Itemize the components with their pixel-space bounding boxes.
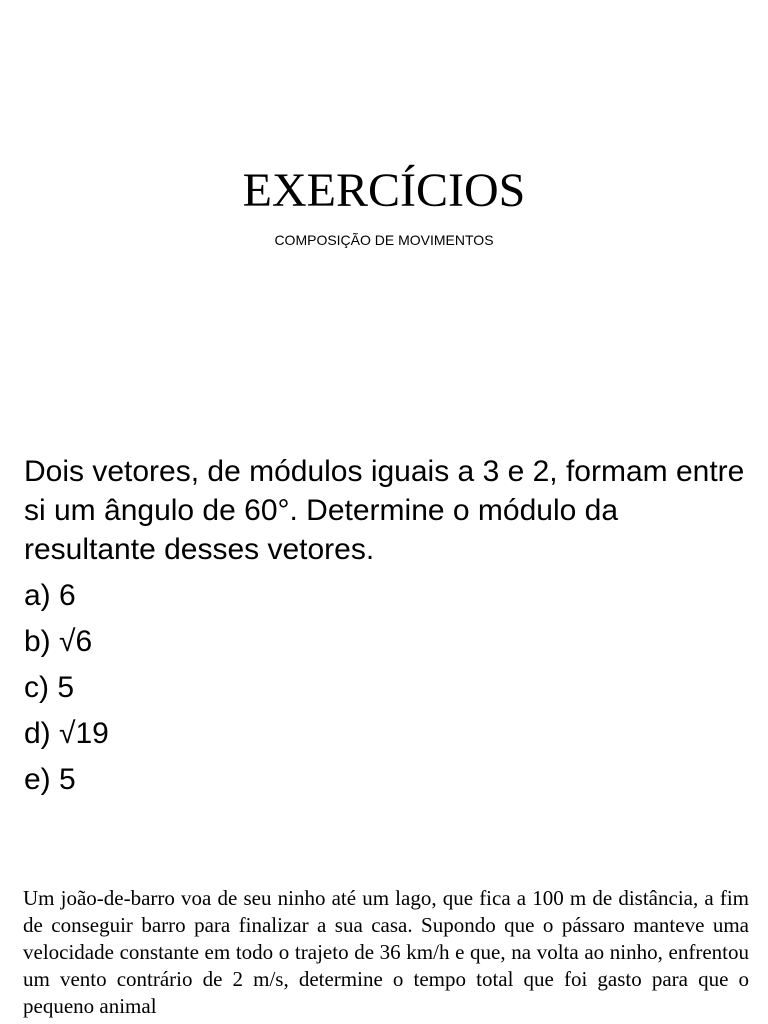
answer-options [24,573,109,803]
option-a: a) 6 [24,579,76,612]
option-b: b) √6 [24,625,93,658]
page-subtitle: COMPOSIÇÃO DE MOVIMENTOS [274,232,494,248]
title-slide [0,0,768,410]
problem-slide [0,875,768,1024]
question-slide [0,430,768,850]
question-text: Dois vetores, de módulos iguais a 3 e 2, formam entre si um ângulo de 60°. Determine o módulo da resultante desses vetores. [24,455,745,566]
option-e: e) 5 [24,763,76,796]
page-title: EXERCÍCIOS [242,164,526,217]
option-c: c) 5 [24,671,75,704]
problem-text: Um joão-de-barro voa de seu ninho até um lago, que fica a 100 m de distância, a fim de conseguir barro para finalizar a sua casa. Supondo que o pássaro manteve uma velocidade constante em todo o trajeto de 36 km/h e que, na volta ao ninho, enfrentou um vento contrário de 2 m/s, determine o tempo total que foi gasto para que o pequeno animal [23,886,749,1018]
option-d: d) √19 [24,717,109,750]
